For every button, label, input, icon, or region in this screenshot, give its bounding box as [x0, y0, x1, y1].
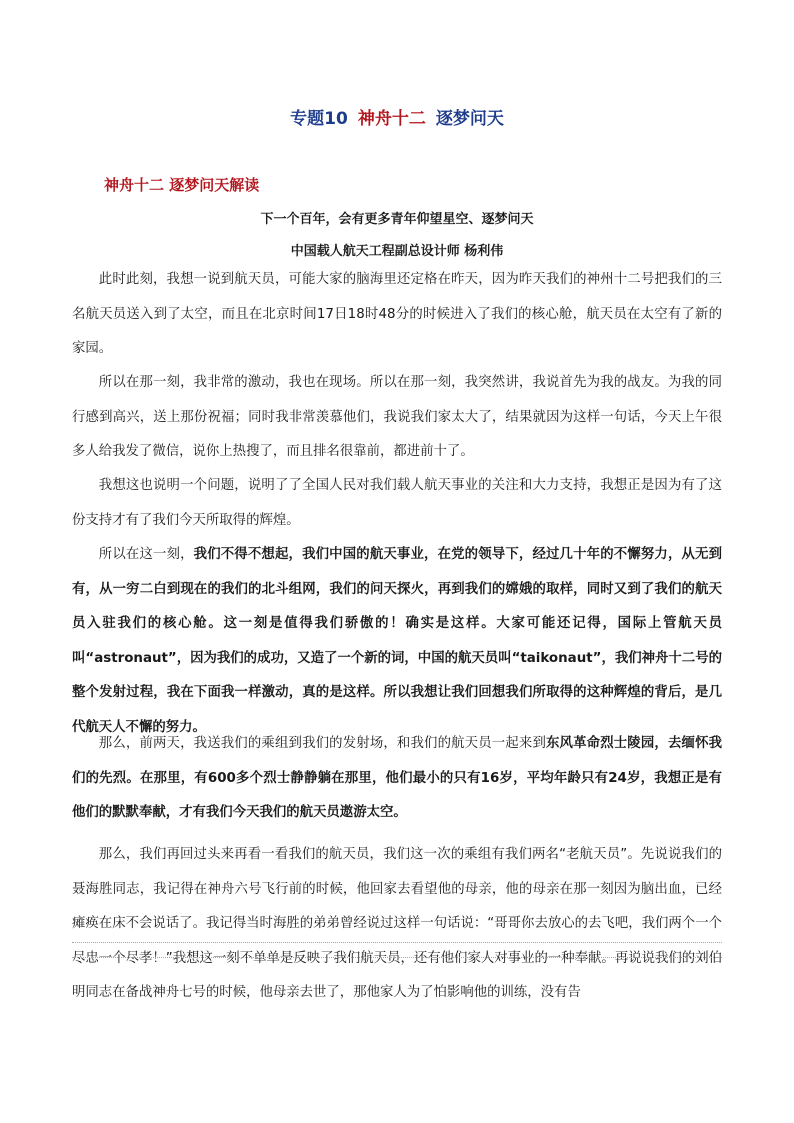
dotted-underline: [72, 942, 722, 943]
paragraph-4-emphasis: 我们不得不想起，我们中国的航天事业，在党的领导下，经过几十年的不懈努力，从无到有，从一穷二白到现在的我们的北斗组网，我们的问天探火，再到我们的嫦娥的取样，同时又到了我们的航天员入驻我们的核心舱。这一刻是值得我们骄傲的！确实是这样。大家可能还记得，国际上管航天员叫“astronaut”，因为我们的成功，又造了一个新的词，中国的航天员叫“taikonaut”，我们神舟十二号的整个发射过程，我在下面我一样激动，真的是这样。所以我想让我们回想我们所取得的这种辉煌的背后，是几代航天人不懈的努力。: [72, 547, 722, 735]
paragraph-6: 那么，我们再回过头来再看一看我们的航天员，我们这一次的乘组有我们两名“老航天员”。先说说我们的聂海胜同志，我记得在神舟六号飞行前的时候，他回家去看望他的母亲，他的母亲在那一刻因为脑出血，已经瘫痪在床不会说话了。我记得当时海胜的弟弟曾经说过这样一句话说：“哥哥你去放心的去飞吧，我们两个一个尽忠一个尽孝！”我想这一刻不单单是反映了我们航天员，还有他们家人对事业的一种奉献。再说说我们的刘伯明同志在备战神舟七号的时候，他母亲去世了，那他家人为了怕影响他的训练，没有告: [72, 847, 722, 1000]
paragraph-4-lead: 所以在这一刻，: [98, 547, 194, 562]
title-main: 神舟十二: [357, 109, 426, 129]
section-heading: 神舟十二 逐梦问天解读: [104, 176, 260, 194]
paragraph-1: 此时此刻，我想一说到航天员，可能大家的脑海里还定格在昨天，因为昨天我们的神州十二号把我们的三名航天员送入到了太空，而且在北京时间17日18时48分的时候进入了我们的核心舱，航天员在太空有了新的家园。: [72, 272, 722, 356]
paragraph-5-emphasis: 东风革命烈士陵园，去缅怀我们的先烈。在那里，有600多个烈士静静躺在那里，他们最小的只有16岁，平均年龄只有24岁，我想正是有他们的默默奉献，才有我们今天我们的航天员遨游太空。: [72, 736, 723, 820]
paragraph-4: [72, 538, 722, 745]
title-suffix: 逐梦问天: [435, 109, 504, 129]
paragraph-3: 我想这也说明一个问题，说明了了全国人民对我们载人航天事业的关注和大力支持，我想正是因为有了这份支持才有了我们今天所取得的辉煌。: [72, 478, 722, 528]
dotted-underline: [72, 957, 722, 958]
article-subtitle: 下一个百年，会有更多青年仰望星空、逐梦问天: [260, 212, 534, 227]
paragraph-5: [72, 727, 722, 831]
paragraph-5-lead: 那么，前两天，我送我们的乘组到我们的发射场，和我们的航天员一起来到: [98, 736, 546, 751]
page-title: [0, 104, 794, 129]
title-prefix: 专题10: [290, 109, 348, 129]
paragraph-2: 所以在那一刻，我非常的激动，我也在现场。所以在那一刻，我突然讲，我说首先为我的战友。为我的同行感到高兴，送上那份祝福；同时我非常羡慕他们，我说我们家太大了，结果就因为这样一句话，今天上午很多人给我发了微信，说你上热搜了，而且排名很靠前，都进前十了。: [72, 375, 722, 459]
author-line: 中国载人航天工程副总设计师 杨利伟: [290, 244, 504, 259]
